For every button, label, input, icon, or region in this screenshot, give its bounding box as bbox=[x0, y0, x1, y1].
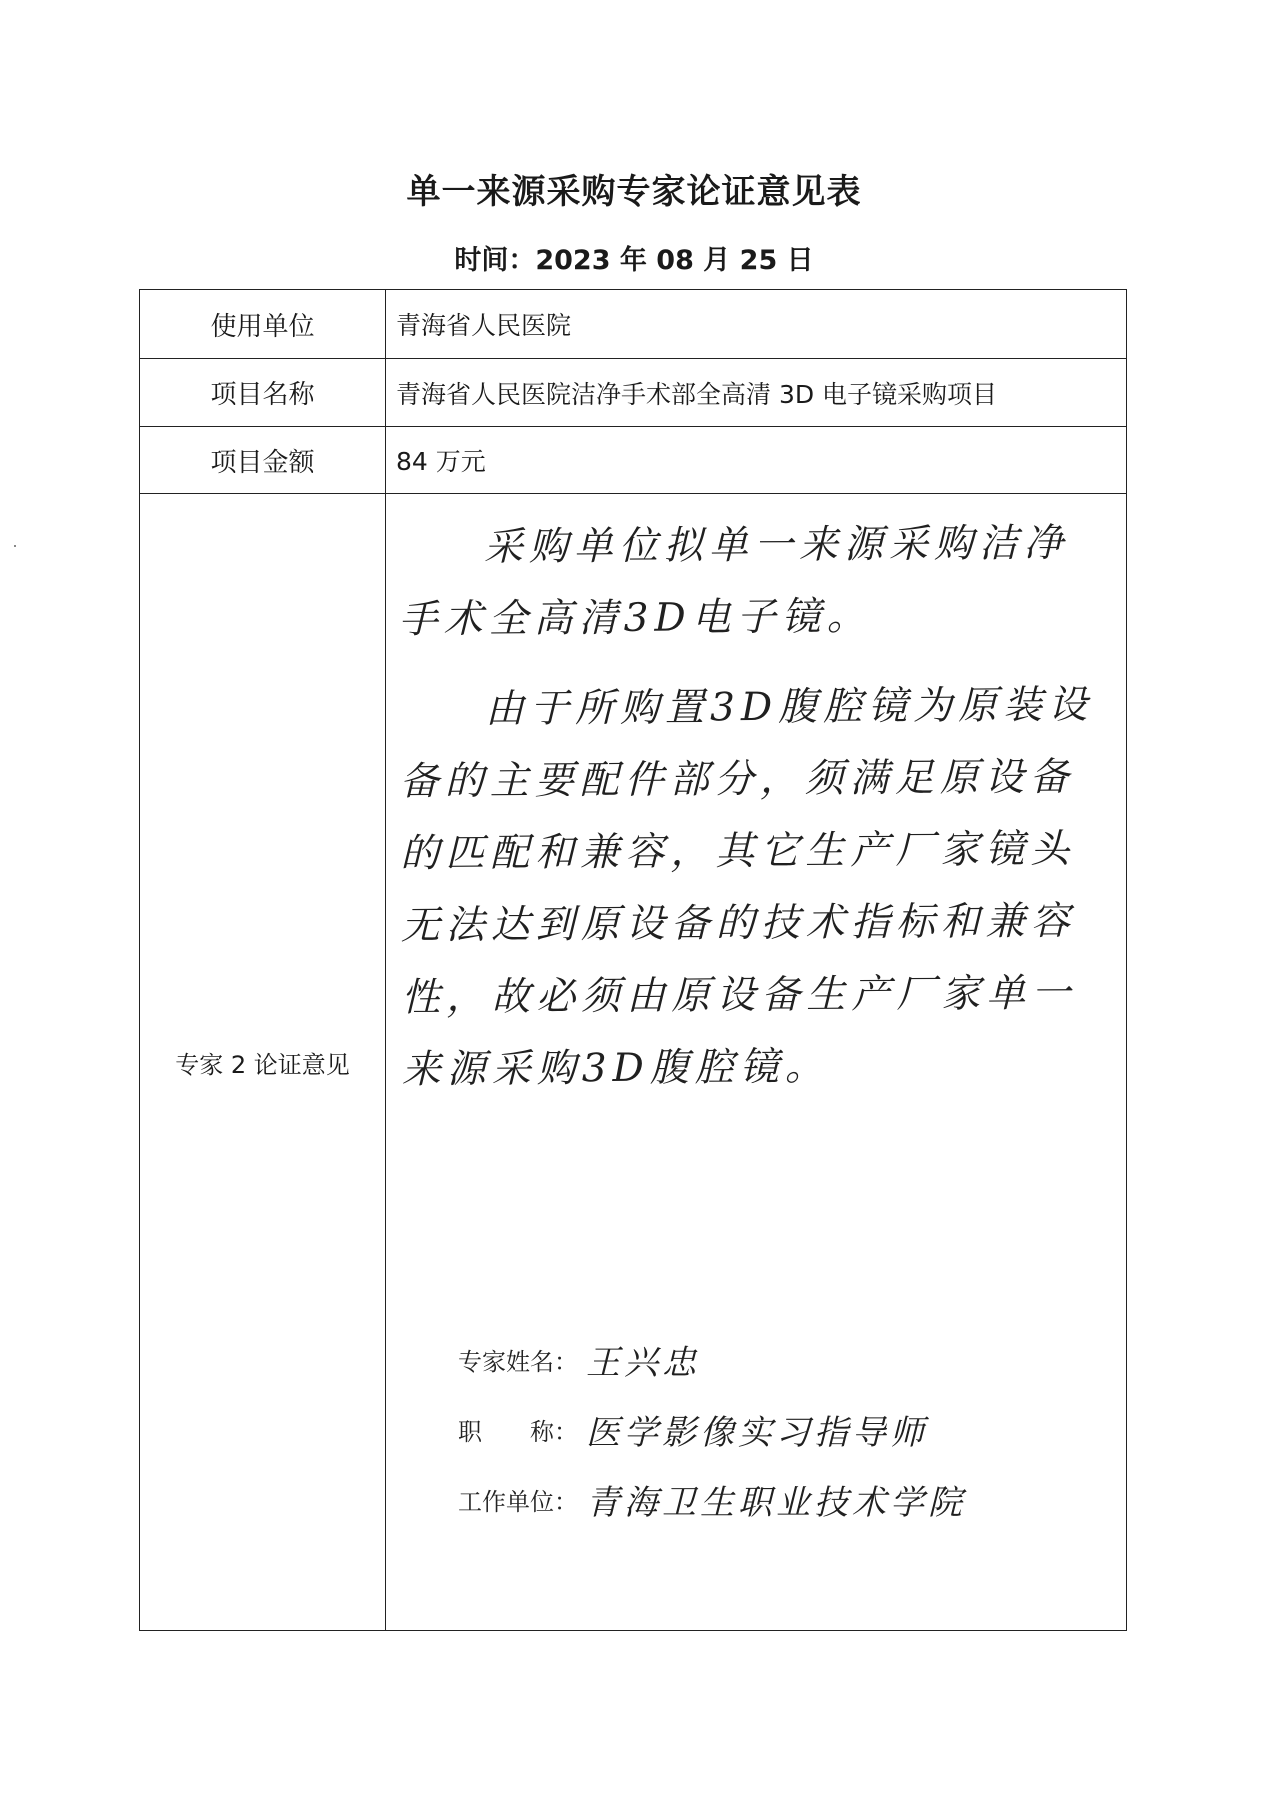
table-row-amount bbox=[140, 427, 1126, 494]
expert-title-label: 职 称： bbox=[458, 1417, 578, 1446]
opinion-label: 专家 2 论证意见 bbox=[175, 1050, 350, 1079]
date-line: 时间：2023 年 08 月 25 日 bbox=[454, 245, 814, 276]
signature-unit-row bbox=[458, 1464, 1058, 1534]
expert-unit-value: 青海卫生职业技术学院 bbox=[586, 1482, 966, 1523]
signature-title-row bbox=[458, 1394, 1058, 1464]
scan-speck bbox=[14, 545, 16, 547]
signature-block bbox=[458, 1324, 1058, 1534]
row-label: 使用单位 bbox=[210, 311, 315, 342]
row-value: 青海省人民医院 bbox=[396, 311, 572, 340]
expert-title-value: 医学影像实习指导师 bbox=[586, 1412, 928, 1453]
opinion-form-table bbox=[139, 289, 1127, 1631]
expert-name-label: 专家姓名： bbox=[458, 1347, 578, 1376]
row-label: 项目金额 bbox=[210, 447, 315, 478]
expert-name-signature: 王兴忠 bbox=[586, 1342, 700, 1383]
opinion-paragraph-2: 由于所购置3D腹腔镜为原装设备的主要配件部分，须满足原设备的匹配和兼容，其它生产厂家镜头无法达到原设备的技术指标和兼容性，故必须由原设备生产厂家单一来源采购3D腹腔镜。 bbox=[399, 682, 1094, 1093]
row-value: 84 万元 bbox=[396, 447, 486, 476]
expert-unit-label: 工作单位： bbox=[458, 1487, 578, 1516]
table-row-project-name bbox=[140, 359, 1126, 427]
page-title: 单一来源采购专家论证意见表 bbox=[406, 172, 862, 212]
row-value: 青海省人民医院洁净手术部全高清 3D 电子镜采购项目 bbox=[396, 379, 998, 409]
opinion-paragraph-1: 采购单位拟单一来源采购洁净手术全高清3D电子镜。 bbox=[398, 520, 1070, 643]
table-row-unit bbox=[140, 290, 1126, 359]
row-label: 项目名称 bbox=[210, 380, 315, 410]
signature-name-row bbox=[458, 1324, 1058, 1394]
handwritten-opinion bbox=[398, 508, 1116, 1125]
opinion-body bbox=[386, 494, 1126, 1630]
